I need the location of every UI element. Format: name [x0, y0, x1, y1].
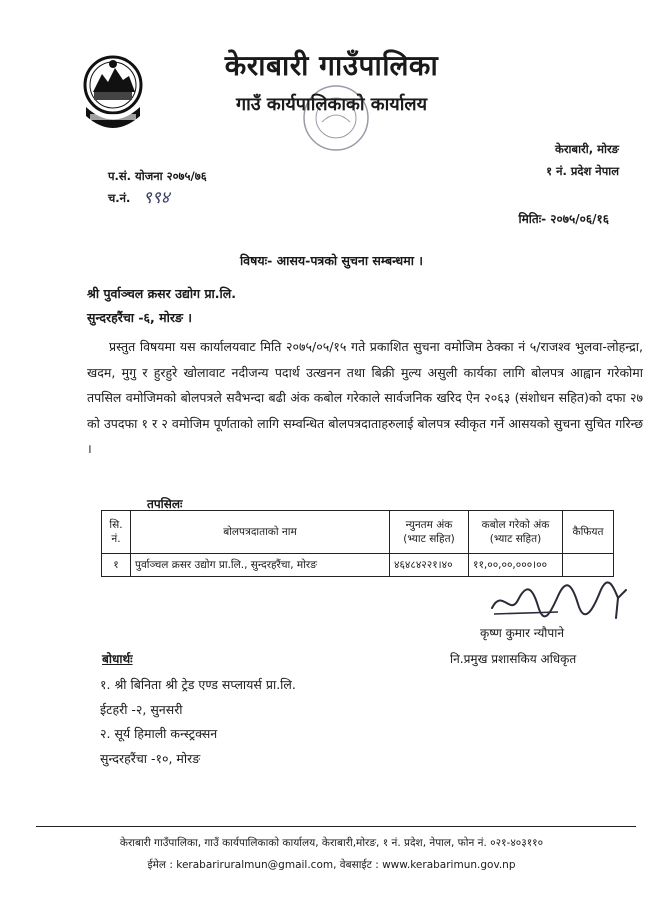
table-row: [102, 554, 614, 577]
col-sn: सि. नं.: [102, 511, 131, 554]
body-paragraph: प्रस्तुत विषयमा यस कार्यालयवाट मिति २०७५/०५/१५ गते प्रकाशित सुचना वमोजिम ठेक्का नं ५/राजश्व भुलवा-लोहन्द्रा, खदम, मुगु र हुरहुरे खोलावाट नदीजन्य पदार्थ उत्खनन तथा बिक्री मुल्य असुली कार्यका लागि बोलपत्र आह्वान गरेकोमा तपसिल वमोजिमको बोलपत्रले सवैभन्दा बढी अंक कबोल गरेकाले सार्वजनिक खरिद ऐन २०६३ (संशोधन सहित)को दफा २७ को उपदफा १ र २ वमोजिम पूर्णताको लागि सम्वन्धित बोलपत्रदाताहरुलाई बोलपत्र स्वीकृत गर्ने आसयको सुचना सुचित गरिन्छ ।: [87, 339, 643, 456]
details-label: तपसिलः: [147, 497, 183, 511]
letter-date: मितिः- २०७५/०६/१६: [518, 212, 609, 226]
signatory-name: कृष्ण कुमार न्यौपाने: [480, 626, 564, 640]
cell-bidder: पुर्वाञ्चल क्रसर उद्योग प्रा.लि., सुन्दरहरैंचा, मोरङ: [131, 554, 390, 577]
cc-line: ईटहरी -२, सुनसरी: [100, 702, 183, 717]
cell-remarks: [563, 554, 614, 577]
chalani-number: ९९४: [143, 188, 170, 208]
cc-line: १. श्री बिनिता श्री ट्रेड एण्ड सप्लायर्स प्रा.लि.: [100, 677, 296, 692]
col-offered: कबोल गरेको अंक (भ्याट सहित): [469, 511, 563, 554]
signature-icon: [488, 578, 636, 622]
cc-line: सुन्दरहरैंचा -१०, मोरङ: [100, 751, 201, 766]
col-remarks: कैफियत: [563, 511, 614, 554]
cell-min: ४६४८४२२१।४०: [390, 554, 469, 577]
bid-table: [101, 510, 614, 577]
col-bidder: बोलपत्रदाताको नाम: [131, 511, 390, 554]
recipient-name: श्री पुर्वाञ्चल क्रसर उद्योग प्रा.लि.: [87, 286, 237, 301]
cell-sn: १: [102, 554, 131, 577]
footer-divider: [36, 826, 636, 827]
footer-contact: ईमेल : kerabariruralmun@gmail.com, वेबसाईट : www.kerabarimun.gov.np: [147, 859, 516, 871]
cell-offered: ११,००,००,०००।००: [469, 554, 563, 577]
office-address-line1: केराबारी, मोरङ: [555, 142, 619, 156]
office-address-line2: १ नं. प्रदेश नेपाल: [546, 164, 619, 178]
patra-sankhya: प.सं. योजना २०७५/७६: [108, 169, 207, 183]
recipient-address: सुन्दरहरैंचा -६, मोरङ ।: [87, 310, 193, 325]
letter-subject: विषयः- आसय-पत्रको सुचना सम्बन्धमा ।: [239, 253, 424, 268]
signatory-title: नि.प्रमुख प्रशासकिय अधिकृत: [450, 652, 577, 666]
col-min: न्युनतम अंक (भ्याट सहित): [390, 511, 469, 554]
chalani-label: च.नं.: [108, 191, 131, 205]
cc-heading: बोधार्थः: [102, 652, 133, 666]
letter-body: [87, 334, 643, 462]
office-name: केराबारी गाउँपालिका: [224, 49, 439, 82]
office-subtitle: गाउँ कार्यपालिकाको कार्यालय: [235, 94, 428, 115]
table-header-row: [102, 511, 614, 554]
footer-address: केराबारी गाउँपालिका, गाउँ कार्यपालिकाको कार्यालय, केराबारी,मोरङ, १ नं. प्रदेश, नेपाल, फोन नं. ०२१-४०३११०: [119, 837, 544, 849]
cc-line: २. सूर्य हिमाली कन्स्ट्रक्सन: [100, 726, 218, 741]
